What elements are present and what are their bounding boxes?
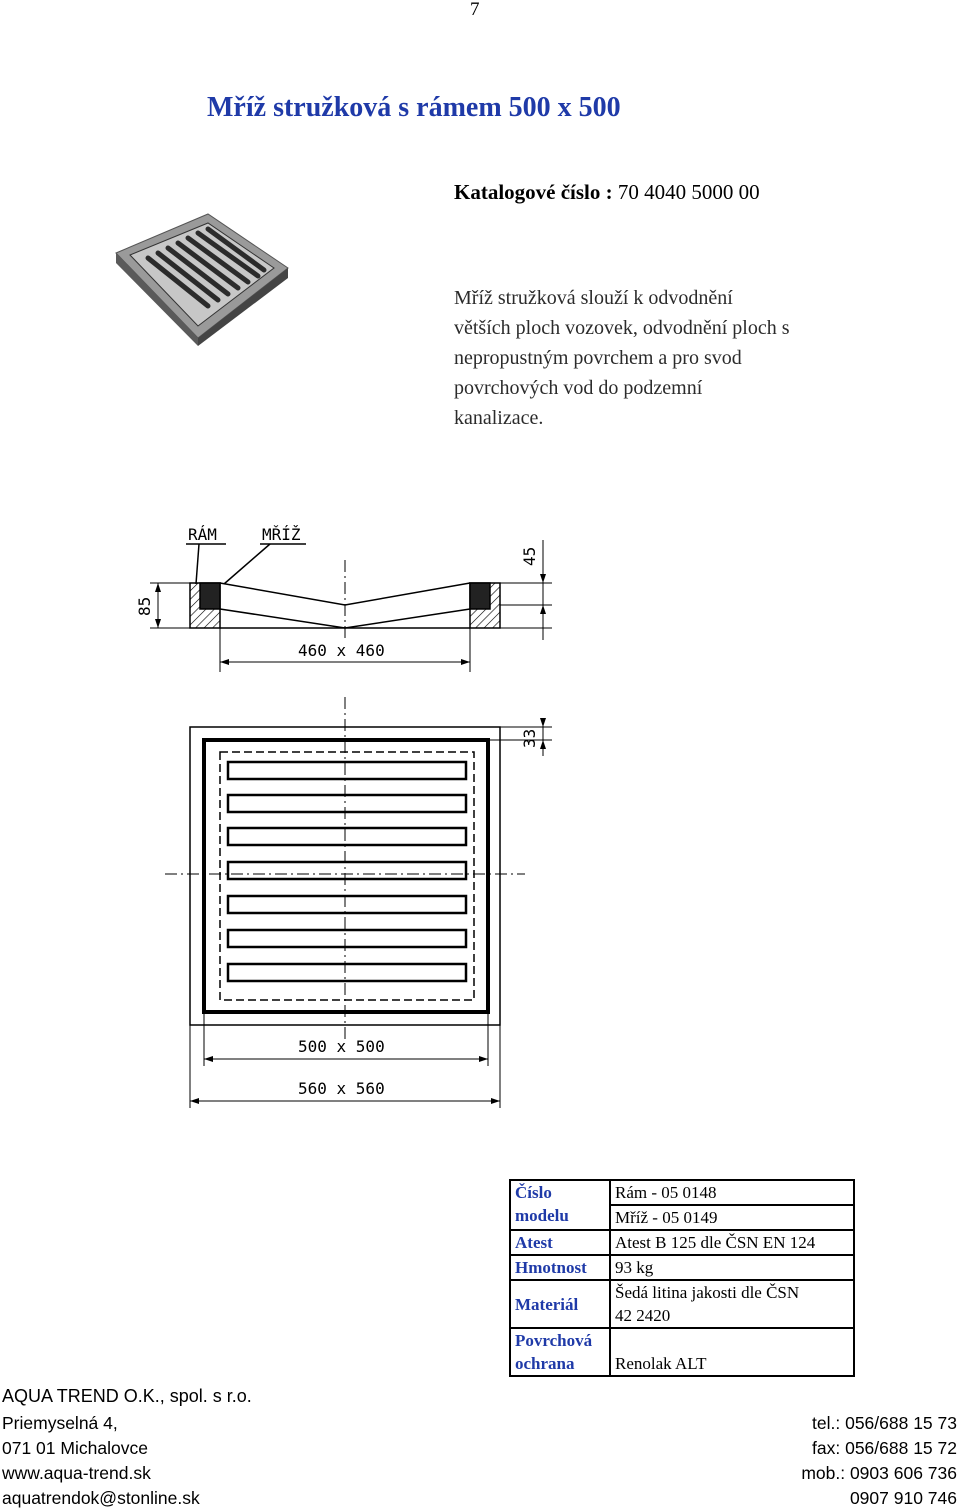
dim-inner: 460 x 460 [298,641,385,660]
atest-label: Atest [510,1230,610,1255]
catalog-number [454,180,760,205]
spec-row-model [510,1180,854,1205]
spec-row-material [510,1280,854,1328]
dim-outer: 560 x 560 [298,1079,385,1098]
spec-row-weight [510,1255,854,1280]
company-name: AQUA TREND O.K., spol. s r.o. [2,1386,252,1406]
spec-row-surface [510,1328,854,1376]
surface-label: Povrchová ochrana [510,1328,610,1376]
material-value [610,1280,854,1328]
footer-web-link[interactable]: www.aqua-trend.sk [2,1463,151,1483]
surface-value: Renolak ALT [610,1328,854,1376]
description-line: nepropustným povrchem a pro svod [454,347,742,369]
footer-mob2: 0907 910 746 [849,1488,957,1508]
model-value-frame: Rám - 05 0148 [610,1180,854,1205]
footer-tel: tel.: 056/688 15 73 [812,1413,957,1433]
spec-table [509,1179,855,1377]
product-photo [108,208,293,348]
catalog-label: Katalogové číslo : [454,180,613,204]
footer-email-link[interactable]: aquatrendok@stonline.sk [2,1488,200,1508]
footer-street: Priemyselná 4, [2,1413,118,1433]
page-title: Mříž stružková s rámem 500 x 500 [207,92,621,123]
model-label: Číslo modelu [510,1180,610,1230]
page-number: 7 [470,0,480,20]
description-line: kanalizace. [454,407,544,429]
dim-rim: 33 [520,728,539,748]
description [454,283,874,433]
footer-city: 071 01 Michalovce [2,1438,148,1458]
label-grate: MŘÍŽ [262,525,301,544]
technical-drawing [0,500,960,1120]
dim-height: 85 [135,596,154,616]
dim-depth: 45 [520,546,539,566]
label-frame: RÁM [188,525,217,544]
material-label: Materiál [510,1280,610,1328]
atest-value: Atest B 125 dle ČSN EN 124 [610,1230,854,1255]
model-value-grate: Mříž - 05 0149 [610,1205,854,1230]
catalog-value: 70 4040 5000 00 [617,180,760,204]
spec-row-atest [510,1230,854,1255]
footer-fax: fax: 056/688 15 72 [812,1438,957,1458]
weight-value: 93 kg [610,1255,854,1280]
footer-mob: mob.: 0903 606 736 [801,1463,957,1483]
material-value-line: Šedá litina jakosti dle ČSN [615,1283,800,1302]
dim-grate: 500 x 500 [298,1037,385,1056]
description-line: větších ploch vozovek, odvodnění ploch s [454,317,790,339]
description-line: povrchových vod do podzemní [454,377,703,399]
description-line: Mříž stružková slouží k odvodnění [454,287,733,309]
material-value-line: 42 2420 [615,1306,671,1325]
weight-label: Hmotnost [510,1255,610,1280]
